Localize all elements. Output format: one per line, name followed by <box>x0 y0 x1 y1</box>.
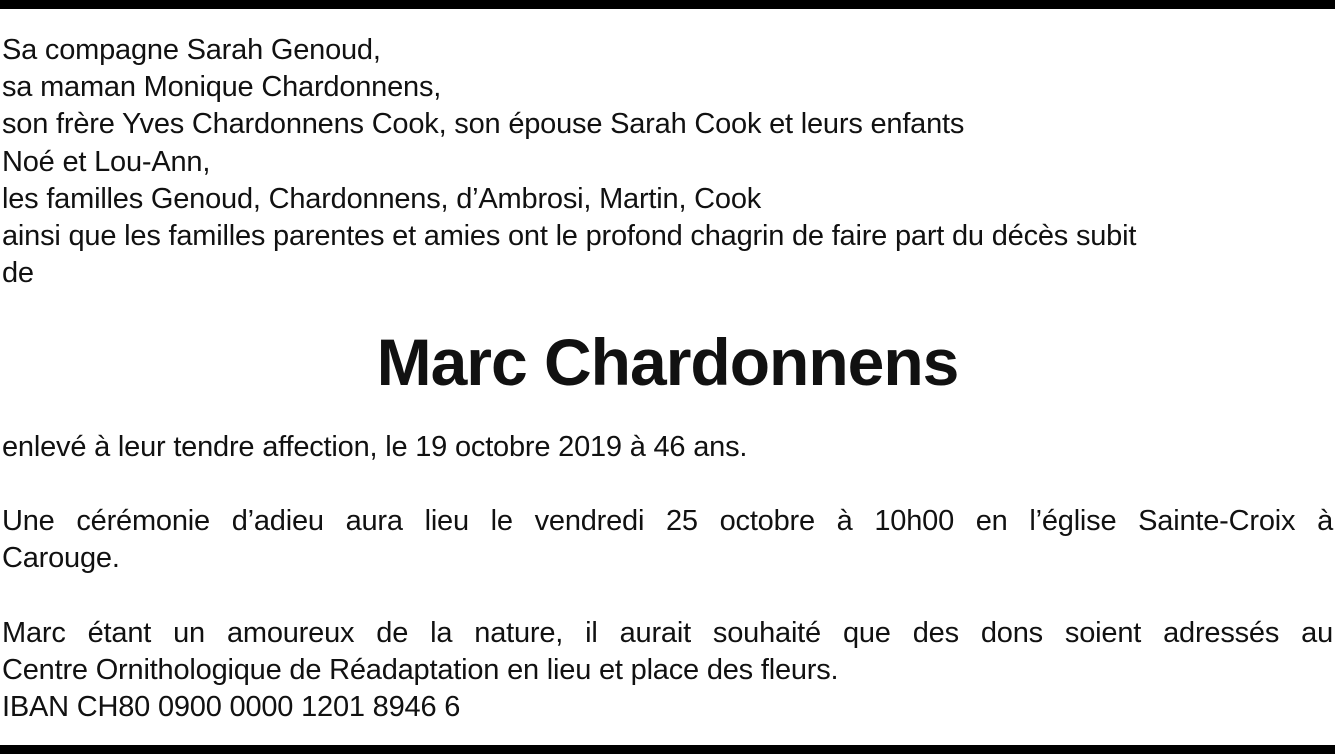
family-announcement <box>2 32 1333 292</box>
ceremony-line-1: Une cérémonie d’adieu aura lieu le vendredi 25 octobre à 10h00 en l’église Sainte-Croix à <box>2 505 1333 538</box>
family-line-relatives: ainsi que les familles parentes et amies ont le profond chagrin de faire part du décès subit <box>2 220 1137 253</box>
notice-details <box>2 429 1333 726</box>
donation-line-2: Centre Ornithologique de Réadaptation en lieu et place des fleurs. <box>2 653 839 686</box>
bottom-border-rule <box>0 745 1335 754</box>
passing-paragraph <box>2 429 1333 466</box>
family-line-children: Noé et Lou-Ann, <box>2 145 211 178</box>
family-line-partner: Sa compagne Sarah Genoud, <box>2 34 381 66</box>
donation-paragraph <box>2 615 1333 727</box>
passing-line: enlevé à leur tendre affection, le 19 octobre 2019 à 46 ans. <box>2 431 748 463</box>
family-line-mother: sa maman Monique Chardonnens, <box>2 71 442 104</box>
ceremony-line-2: Carouge. <box>2 542 120 575</box>
ceremony-paragraph <box>2 503 1333 577</box>
family-line-end: de <box>2 257 34 290</box>
family-line-families: les familles Genoud, Chardonnens, d’Ambrosi, Martin, Cook <box>2 182 762 215</box>
top-border-rule <box>0 0 1335 9</box>
iban-line: IBAN CH80 0900 0000 1201 8946 6 <box>2 691 461 724</box>
family-line-brother: son frère Yves Chardonnens Cook, son épouse Sarah Cook et leurs enfants <box>2 108 965 141</box>
deceased-name-heading: Marc Chardonnens <box>376 325 959 399</box>
donation-line-1: Marc étant un amoureux de la nature, il aurait souhaité que des dons soient adressés au <box>2 616 1333 649</box>
